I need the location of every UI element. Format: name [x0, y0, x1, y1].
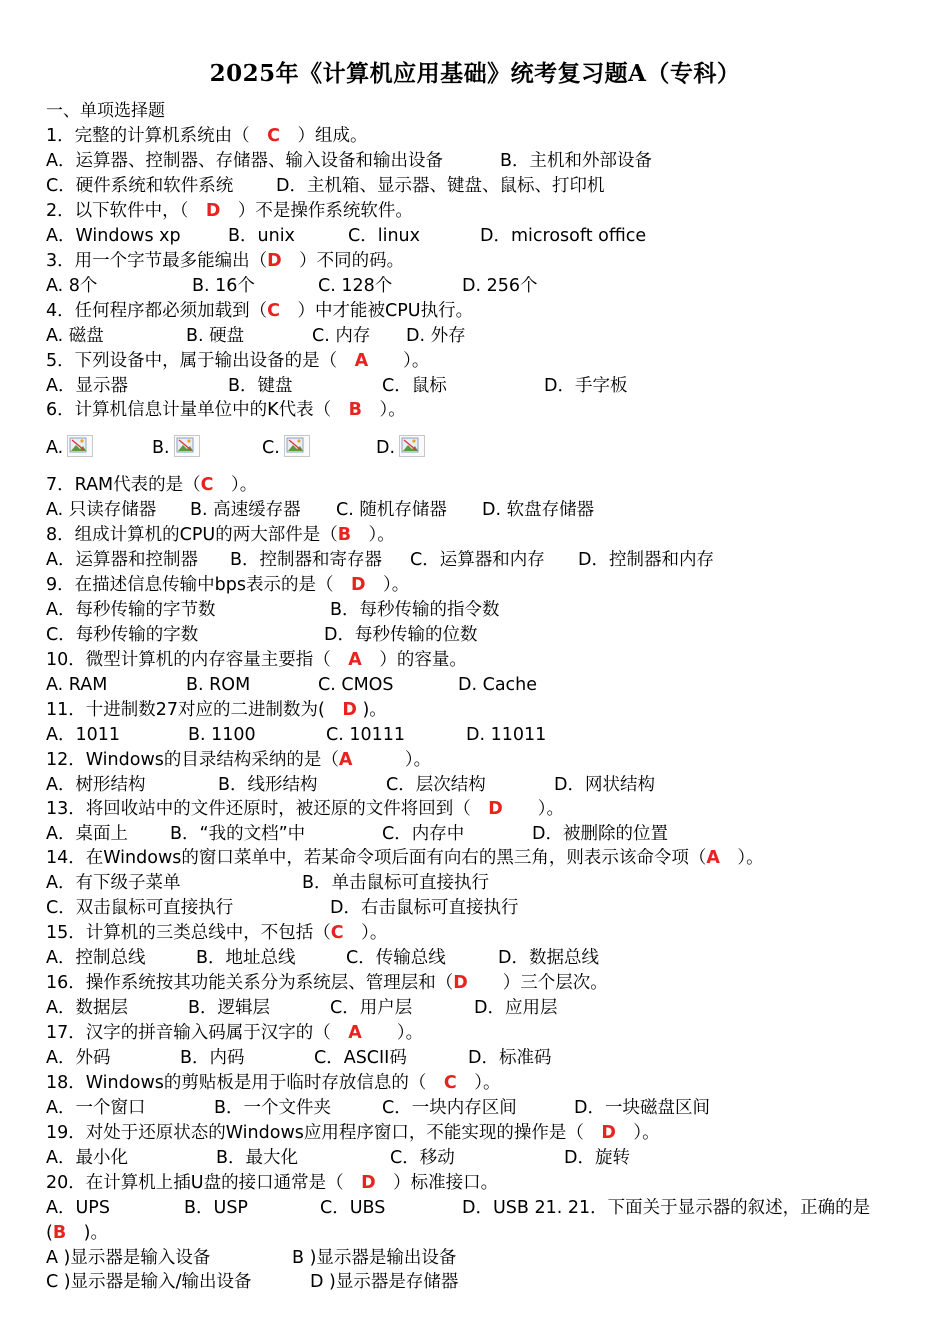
question-11: 11．十进制数27对应的二进制数为( D )。 [46, 700, 387, 720]
option-17-b: B．内码 [180, 1048, 245, 1068]
option-20-d: D．USB 21. 21．下面关于显示器的叙述，正确的是 [462, 1198, 871, 1218]
broken-image-icon [399, 435, 425, 457]
option-19-b: B．最大化 [216, 1148, 299, 1168]
question-7: 7．RAM代表的是（C ）。 [46, 475, 258, 495]
option-3-a: A. 8个 [46, 276, 98, 296]
option-11-d: D. 11011 [466, 725, 547, 745]
option-6-a: A. [46, 436, 93, 461]
options-14a [46, 871, 906, 896]
answer-16: D [453, 973, 468, 993]
option-2-a: A．Windows xp [46, 226, 181, 246]
option-4-d: D. 外存 [406, 326, 466, 346]
options-21a [46, 1246, 906, 1271]
options-19 [46, 1146, 906, 1171]
question-8: 8．组成计算机的CPU的两大部件是（B ）。 [46, 525, 395, 545]
broken-image-icon [67, 435, 93, 457]
option-20-b: B．USP [184, 1198, 248, 1218]
option-1-d: D．主机箱、显示器、键盘、鼠标、打印机 [276, 176, 605, 196]
question-9: 9．在描述信息传输中bps表示的是（ D ）。 [46, 575, 410, 595]
option-7-d: D. 软盘存储器 [482, 500, 595, 520]
answer-10: A [348, 650, 362, 670]
answer-4: C [267, 301, 280, 321]
option-16-a: A．数据层 [46, 998, 128, 1018]
options-13 [46, 822, 906, 847]
option-4-a: A. 磁盘 [46, 326, 104, 346]
options-8 [46, 548, 906, 573]
option-10-b: B. ROM [186, 675, 251, 695]
question-20: 20．在计算机上插U盘的接口通常是（ D ）标准接口。 [46, 1173, 499, 1193]
option-19-d: D．旋转 [564, 1148, 630, 1168]
option-16-b: B．逻辑层 [188, 998, 271, 1018]
option-1-b: B．主机和外部设备 [500, 151, 653, 171]
option-3-b: B. 16个 [192, 276, 255, 296]
answer-2: D [205, 201, 221, 221]
answer-3: D [267, 251, 282, 271]
option-6-d: D. [376, 436, 425, 461]
option-18-c: C．一块内存区间 [382, 1098, 517, 1118]
question-21: (B )。 [46, 1223, 108, 1243]
option-5-d: D．手字板 [544, 376, 628, 396]
option-21-d: D )显示器是存储器 [310, 1272, 459, 1292]
option-11-a: A．1011 [46, 725, 121, 745]
options-5 [46, 374, 906, 399]
answer-15: C [330, 923, 344, 943]
option-9-d: D．每秒传输的位数 [324, 625, 478, 645]
question-16: 16．操作系统按其功能关系分为系统层、管理层和（D ）三个层次。 [46, 973, 608, 993]
option-13-b: B．“我的文档”中 [170, 824, 306, 844]
answer-7: C [200, 475, 214, 495]
option-9-b: B．每秒传输的指令数 [330, 600, 500, 620]
option-18-a: A．一个窗口 [46, 1098, 146, 1118]
options-21b [46, 1270, 906, 1295]
section-heading: 一、单项选择题 [46, 101, 165, 121]
options-16 [46, 996, 906, 1021]
option-6-b: B. [152, 436, 200, 461]
option-15-b: B．地址总线 [196, 948, 296, 968]
answer-5: A [354, 351, 369, 371]
option-14-a: A．有下级子菜单 [46, 873, 181, 893]
option-2-b: B．unix [228, 226, 295, 246]
answer-12: A [338, 750, 353, 770]
option-9-c: C．每秒传输的字数 [46, 625, 199, 645]
question-2: 2．以下软件中，（ D ）不是操作系统软件。 [46, 201, 413, 221]
options-9a [46, 598, 906, 623]
question-15: 15．计算机的三类总线中，不包括（C ）。 [46, 923, 388, 943]
answer-18: C [443, 1073, 457, 1093]
option-10-a: A. RAM [46, 675, 108, 695]
answer-6: B [348, 400, 362, 420]
option-17-c: C．ASCII码 [314, 1048, 407, 1068]
option-15-d: D．数据总线 [498, 948, 599, 968]
option-19-c: C．移动 [390, 1148, 455, 1168]
option-20-a: A．UPS [46, 1198, 110, 1218]
option-21-b: B )显示器是输出设备 [292, 1248, 457, 1268]
option-8-a: A．运算器和控制器 [46, 550, 198, 570]
option-12-c: C．层次结构 [386, 775, 486, 795]
question-19: 19．对处于还原状态的Windows应用程序窗口，不能实现的操作是（ D ）。 [46, 1123, 660, 1143]
broken-image-icon [174, 435, 200, 457]
option-1-a: A．运算器、控制器、存储器、输入设备和输出设备 [46, 151, 443, 171]
question-13: 13．将回收站中的文件还原时，被还原的文件将回到（ D ）。 [46, 799, 565, 819]
answer-20: D [361, 1173, 376, 1193]
option-1-c: C．硬件系统和软件系统 [46, 176, 234, 196]
option-5-c: C．鼠标 [382, 376, 447, 396]
answer-9: D [350, 575, 366, 595]
option-6-c: C. [262, 436, 310, 461]
option-20-c: C．UBS [320, 1198, 386, 1218]
option-4-c: C. 内存 [312, 326, 371, 346]
option-4-b: B. 硬盘 [186, 326, 245, 346]
option-13-c: C．内存中 [382, 824, 465, 844]
answer-17: A [348, 1023, 362, 1043]
options-6 [46, 436, 906, 461]
option-8-b: B．控制器和寄存器 [230, 550, 383, 570]
options-2 [46, 224, 906, 249]
answer-1: C [267, 126, 280, 146]
question-17: 17．汉字的拼音输入码属于汉字的（ A ）。 [46, 1023, 424, 1043]
options-18 [46, 1096, 906, 1121]
options-3 [46, 274, 906, 299]
option-15-c: C．传输总线 [346, 948, 446, 968]
option-7-a: A. 只读存储器 [46, 500, 157, 520]
option-8-d: D．控制器和内存 [578, 550, 714, 570]
answer-8: B [337, 525, 352, 545]
options-17 [46, 1046, 906, 1071]
option-14-d: D．右击鼠标可直接执行 [330, 898, 519, 918]
option-11-b: B. 1100 [188, 725, 256, 745]
question-10: 10．微型计算机的内存容量主要指（ A ）的容量。 [46, 650, 467, 670]
option-14-b: B．单击鼠标可直接执行 [302, 873, 490, 893]
question-12: 12．Windows的目录结构采纳的是（A ）。 [46, 750, 432, 770]
question-4: 4．任何程序都必须加载到（C ）中才能被CPU执行。 [46, 301, 474, 321]
options-4 [46, 324, 906, 349]
options-9b [46, 623, 906, 648]
option-13-a: A．桌面上 [46, 824, 128, 844]
option-12-b: B．线形结构 [218, 775, 318, 795]
question-18: 18．Windows的剪贴板是用于临时存放信息的（ C ）。 [46, 1073, 501, 1093]
option-2-d: D．microsoft office [480, 226, 647, 246]
option-21-c: C )显示器是输入/输出设备 [46, 1272, 252, 1292]
question-1: 1．完整的计算机系统由（ C ）组成。 [46, 126, 368, 146]
option-10-d: D. Cache [458, 675, 538, 695]
option-15-a: A．控制总线 [46, 948, 146, 968]
question-6: 6．计算机信息计量单位中的K代表（ B ）。 [46, 400, 406, 420]
option-16-c: C．用户层 [330, 998, 413, 1018]
question-14: 14．在Windows的窗口菜单中，若某命令项后面有向右的黑三角，则表示该命令项（A ）。 [46, 848, 764, 868]
option-17-a: A．外码 [46, 1048, 111, 1068]
answer-13: D [488, 799, 503, 819]
option-8-c: C．运算器和内存 [410, 550, 545, 570]
option-12-a: A．树形结构 [46, 775, 146, 795]
option-11-c: C. 10111 [326, 725, 406, 745]
options-7 [46, 498, 906, 523]
question-5: 5．下列设备中，属于输出设备的是（ A ）。 [46, 351, 430, 371]
page-title: 2025年《计算机应用基础》统考复习题A（专科） [209, 60, 741, 87]
option-13-d: D．被删除的位置 [532, 824, 668, 844]
option-18-d: D．一块磁盘区间 [574, 1098, 710, 1118]
options-12 [46, 773, 906, 798]
option-21-a: A )显示器是输入设备 [46, 1248, 211, 1268]
answer-14: A [706, 848, 720, 868]
answer-21: B [52, 1223, 67, 1243]
option-2-c: C．linux [348, 226, 420, 246]
option-10-c: C. CMOS [318, 675, 394, 695]
option-9-a: A．每秒传输的字节数 [46, 600, 216, 620]
option-5-a: A．显示器 [46, 376, 128, 396]
question-3: 3．用一个字节最多能编出（D ）不同的码。 [46, 251, 405, 271]
option-7-b: B. 高速缓存器 [190, 500, 301, 520]
option-3-c: C. 128个 [318, 276, 393, 296]
options-15 [46, 946, 906, 971]
option-18-b: B．一个文件夹 [214, 1098, 332, 1118]
option-12-d: D．网状结构 [554, 775, 655, 795]
option-3-d: D. 256个 [462, 276, 538, 296]
options-10 [46, 673, 906, 698]
broken-image-icon [284, 435, 310, 457]
answer-19: D [601, 1123, 616, 1143]
option-19-a: A．最小化 [46, 1148, 128, 1168]
option-7-c: C. 随机存储器 [336, 500, 447, 520]
option-17-d: D．标准码 [468, 1048, 552, 1068]
answer-11: D [342, 700, 357, 720]
options-11 [46, 723, 906, 748]
option-14-c: C．双击鼠标可直接执行 [46, 898, 234, 918]
options-14b [46, 896, 906, 921]
options-1b [46, 174, 906, 199]
option-5-b: B．键盘 [228, 376, 293, 396]
option-16-d: D．应用层 [474, 998, 558, 1018]
options-20 [46, 1196, 906, 1221]
options-1a [46, 149, 906, 174]
